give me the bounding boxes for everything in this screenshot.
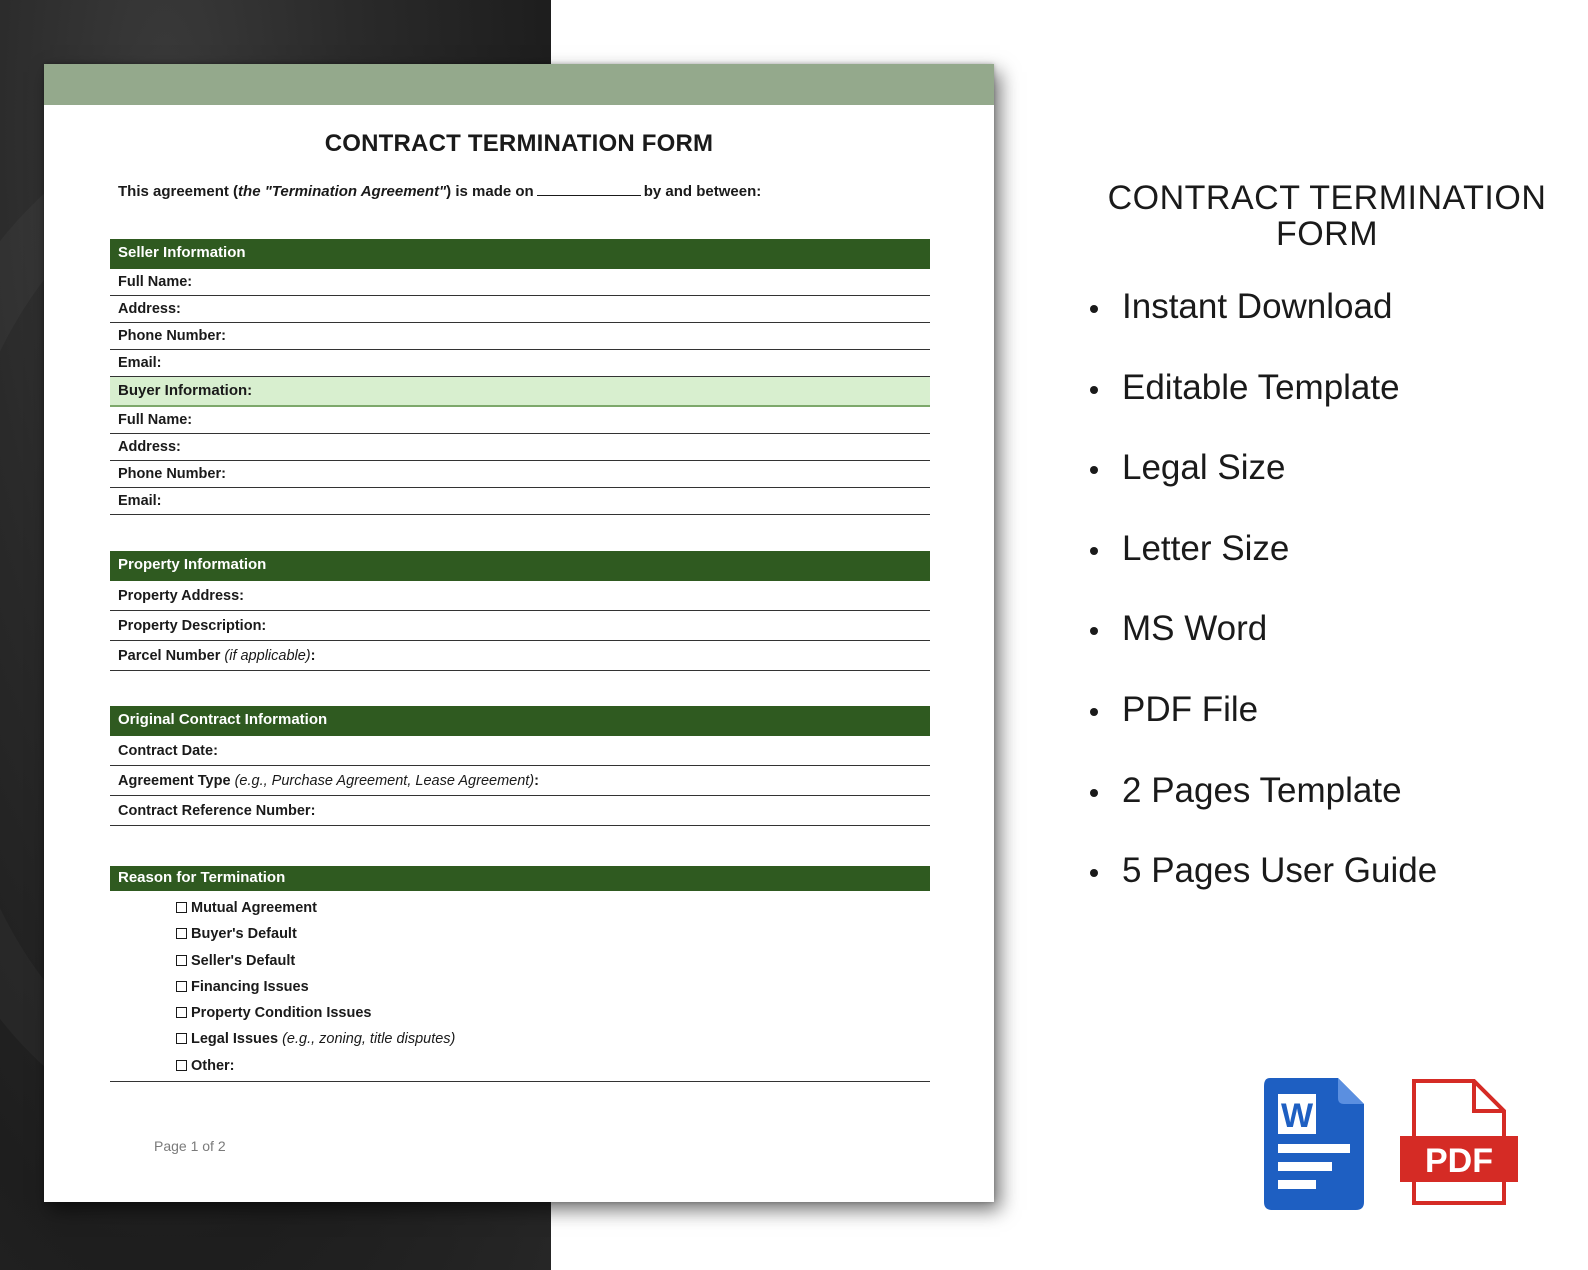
checkbox-icon[interactable] bbox=[176, 902, 187, 913]
reason-option-label: Financing Issues bbox=[191, 978, 309, 995]
agreement-type-row bbox=[110, 766, 930, 796]
word-letter: W bbox=[1280, 1097, 1314, 1135]
legal-issues-note: (e.g., zoning, title disputes) bbox=[282, 1031, 456, 1048]
feature-item: 5 Pages User Guide bbox=[1090, 849, 1437, 930]
reason-checklist bbox=[110, 891, 930, 1082]
feature-item: Instant Download bbox=[1090, 285, 1437, 366]
page-header-band bbox=[44, 64, 994, 105]
reason-option[interactable] bbox=[176, 948, 930, 974]
buyer-section-heading: Buyer Information: bbox=[110, 377, 930, 407]
feature-item: PDF File bbox=[1090, 688, 1437, 769]
buyer-email-row: Email: bbox=[110, 488, 930, 515]
ms-word-icon bbox=[1264, 1078, 1364, 1210]
reason-option[interactable] bbox=[176, 974, 930, 1000]
reason-option-label: Buyer's Default bbox=[191, 926, 297, 943]
contract-reference-row: Contract Reference Number: bbox=[110, 796, 930, 826]
reason-option-label: Mutual Agreement bbox=[191, 900, 317, 916]
other-label: Other: bbox=[191, 1057, 235, 1074]
pdf-label: PDF bbox=[1425, 1142, 1493, 1180]
checkbox-icon[interactable] bbox=[176, 1033, 187, 1044]
reason-option-label: Seller's Default bbox=[191, 952, 296, 969]
parcel-number-row bbox=[110, 641, 930, 671]
page-footer: Page 1 of 2 bbox=[154, 1138, 226, 1154]
parcel-label: Parcel Number bbox=[118, 648, 221, 664]
seller-phone-row: Phone Number: bbox=[110, 323, 930, 350]
pdf-file-icon bbox=[1400, 1078, 1524, 1206]
checkbox-icon[interactable] bbox=[176, 928, 187, 939]
buyer-address-row: Address: bbox=[110, 434, 930, 461]
seller-email-row: Email: bbox=[110, 350, 930, 377]
intro-part2: ) is made on bbox=[446, 183, 534, 200]
property-section-heading: Property Information bbox=[110, 551, 930, 581]
seller-section-heading: Seller Information bbox=[110, 239, 930, 269]
feature-item: MS Word bbox=[1090, 607, 1437, 688]
feature-item: Letter Size bbox=[1090, 527, 1437, 608]
feature-item: Editable Template bbox=[1090, 366, 1437, 447]
checkbox-icon[interactable] bbox=[176, 955, 187, 966]
seller-full-name-row: Full Name: bbox=[110, 269, 930, 296]
buyer-phone-row: Phone Number: bbox=[110, 461, 930, 488]
intro-sentence bbox=[118, 182, 761, 200]
feature-item: Legal Size bbox=[1090, 446, 1437, 527]
reason-option[interactable] bbox=[176, 1000, 930, 1026]
agreement-type-colon: : bbox=[534, 773, 539, 789]
property-section bbox=[110, 551, 930, 671]
intro-part1: This agreement ( bbox=[118, 183, 239, 200]
seller-buyer-section bbox=[110, 239, 930, 515]
agreement-type-label: Agreement Type bbox=[118, 773, 231, 789]
feature-list bbox=[1090, 285, 1437, 930]
intro-italic: the "Termination Agreement" bbox=[238, 183, 447, 200]
feature-item: 2 Pages Template bbox=[1090, 769, 1437, 850]
reason-option-other[interactable] bbox=[176, 1053, 930, 1079]
product-title: CONTRACT TERMINATION FORM bbox=[1107, 179, 1547, 253]
checkbox-icon[interactable] bbox=[176, 981, 187, 992]
legal-issues-label: Legal Issues bbox=[191, 1031, 279, 1048]
reason-option-legal[interactable] bbox=[176, 1026, 930, 1052]
contract-section bbox=[110, 706, 930, 826]
reason-option[interactable] bbox=[176, 895, 930, 921]
contract-section-heading: Original Contract Information bbox=[110, 706, 930, 736]
property-description-row: Property Description: bbox=[110, 611, 930, 641]
parcel-colon: : bbox=[310, 648, 316, 664]
reason-option-label: Property Condition Issues bbox=[191, 1005, 372, 1022]
reason-section-heading: Reason for Termination bbox=[110, 866, 930, 891]
date-blank bbox=[537, 182, 641, 196]
form-page bbox=[44, 64, 994, 1202]
intro-part3: by and between: bbox=[643, 183, 762, 200]
form-title: CONTRACT TERMINATION FORM bbox=[324, 130, 714, 157]
agreement-type-note: (e.g., Purchase Agreement, Lease Agreement) bbox=[234, 773, 535, 789]
reason-option[interactable] bbox=[176, 921, 930, 947]
contract-date-row: Contract Date: bbox=[110, 736, 930, 766]
seller-address-row: Address: bbox=[110, 296, 930, 323]
buyer-full-name-row: Full Name: bbox=[110, 407, 930, 434]
parcel-note: (if applicable) bbox=[224, 648, 311, 664]
reason-section bbox=[110, 866, 930, 1082]
property-address-row: Property Address: bbox=[110, 581, 930, 611]
checkbox-icon[interactable] bbox=[176, 1060, 187, 1071]
checkbox-icon[interactable] bbox=[176, 1007, 187, 1018]
